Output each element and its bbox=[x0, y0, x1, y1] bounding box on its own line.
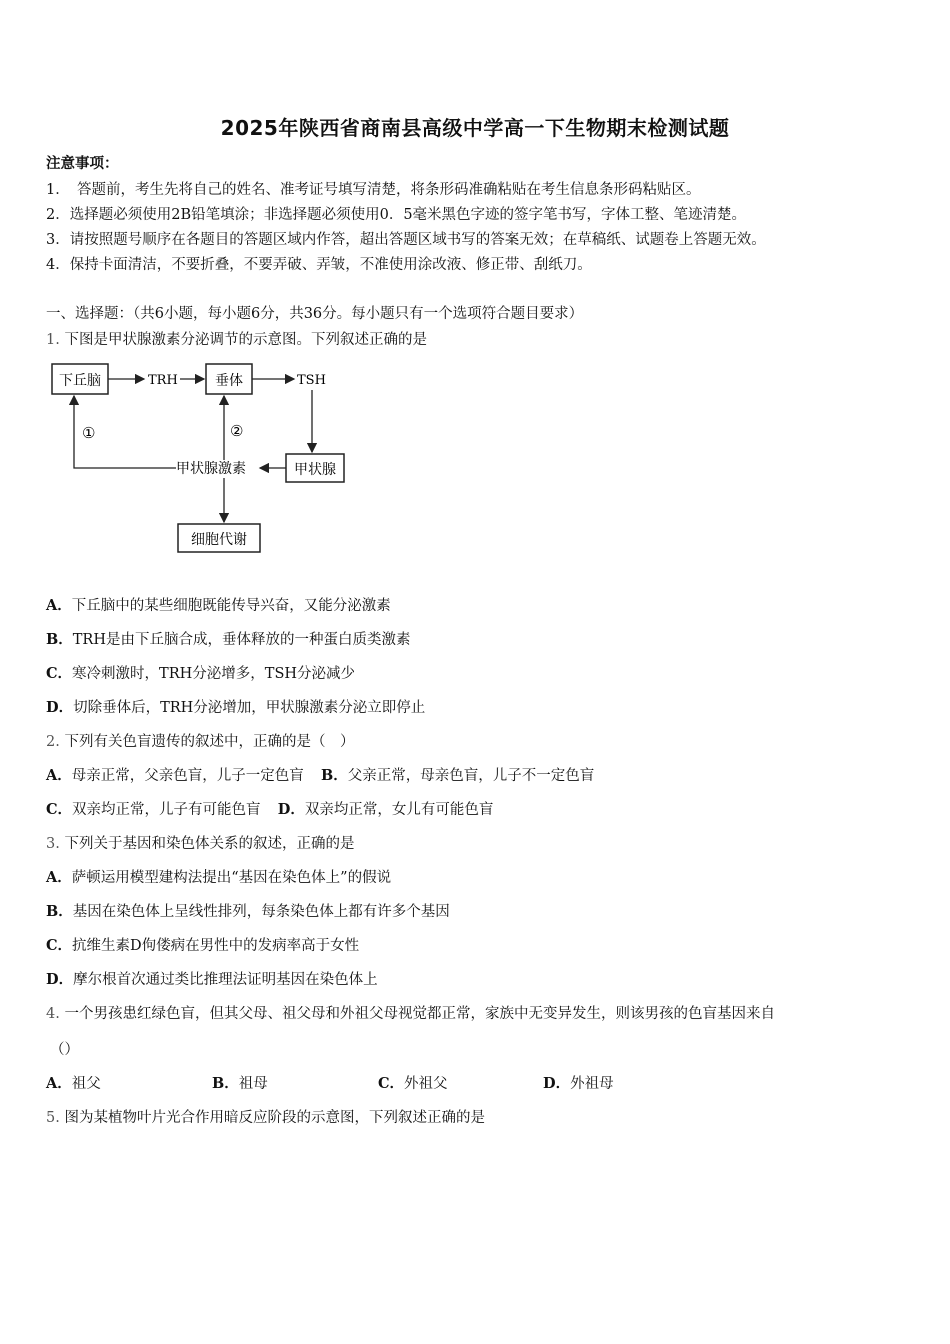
question-stem: 一个男孩患红绿色盲，但其父母、祖父母和外祖父母视觉都正常，家族中无变异发生，则该男孩的色盲基因来自 bbox=[64, 1006, 775, 1022]
feedback-mark-1: ① bbox=[82, 424, 96, 442]
thyroid-regulation-diagram bbox=[48, 356, 368, 556]
thyroid-label: 甲状腺 bbox=[294, 462, 336, 478]
question-number: 3. bbox=[46, 836, 60, 852]
question-stem: 下列关于基因和染色体关系的叙述，正确的是 bbox=[64, 836, 355, 852]
question-2 bbox=[46, 730, 354, 751]
question-number: 1. bbox=[46, 332, 60, 348]
q1-option-b: B．TRH是由下丘脑合成，垂体释放的一种蛋白质类激素 bbox=[46, 631, 411, 648]
q3-option-b: B．基因在染色体上呈线性排列，每条染色体上都有许多个基因 bbox=[46, 903, 450, 920]
question-5 bbox=[46, 1106, 485, 1127]
pituitary-label: 垂体 bbox=[215, 373, 243, 389]
q1-option-a: A．下丘脑中的某些细胞既能传导兴奋，又能分泌激素 bbox=[46, 597, 391, 614]
tsh-label: TSH bbox=[297, 373, 326, 388]
question-1 bbox=[46, 328, 427, 349]
notice-item-3: 3．请按照题号顺序在各题目的答题区域内作答，超出答题区域书写的答案无效；在草稿纸、试题卷上答题无效。 bbox=[46, 232, 766, 248]
notice-item-4: 4．保持卡面清洁，不要折叠，不要弄破、弄皱，不准使用涂改液、修正带、刮纸刀。 bbox=[46, 257, 592, 273]
question-4 bbox=[46, 1002, 775, 1023]
hypothalamus-label: 下丘脑 bbox=[59, 373, 101, 389]
notice-item-2: 2．选择题必须使用2B铅笔填涂；非选择题必须使用0．5毫米黑色字迹的签字笔书写，字体工整、笔迹清楚。 bbox=[46, 207, 747, 223]
q3-option-c: C．抗维生素D佝偻病在男性中的发病率高于女性 bbox=[46, 937, 360, 954]
page-title: 2025年陕西省商南县高级中学高一下生物期末检测试题 bbox=[220, 116, 730, 140]
question-4-blank: （） bbox=[50, 1042, 79, 1058]
q1-option-d: D．切除垂体后，TRH分泌增加，甲状腺激素分泌立即停止 bbox=[46, 699, 426, 716]
question-stem: 下图是甲状腺激素分泌调节的示意图。下列叙述正确的是 bbox=[64, 332, 427, 348]
section-heading: 一、选择题：（共6小题，每小题6分，共36分。每小题只有一个选项符合题目要求） bbox=[46, 306, 584, 322]
q3-option-d: D．摩尔根首次通过类比推理法证明基因在染色体上 bbox=[46, 971, 378, 988]
question-3 bbox=[46, 832, 354, 853]
q4-option-b: B．祖母 bbox=[212, 1075, 268, 1092]
metabolism-label: 细胞代谢 bbox=[191, 532, 247, 548]
question-number: 4. bbox=[46, 1006, 60, 1022]
question-stem: 图为某植物叶片光合作用暗反应阶段的示意图，下列叙述正确的是 bbox=[64, 1110, 485, 1126]
notice-item-1: 1． 答题前，考生先将自己的姓名、准考证号填写清楚，将条形码准确粘贴在考生信息条形码粘贴区。 bbox=[46, 182, 701, 198]
question-number: 5. bbox=[46, 1110, 60, 1126]
q2-options-cd: C．双亲均正常，儿子有可能色盲 D．双亲均正常，女儿有可能色盲 bbox=[46, 801, 494, 818]
feedback-mark-2: ② bbox=[230, 422, 244, 440]
question-number: 2. bbox=[46, 734, 60, 750]
q4-option-c: C．外祖父 bbox=[378, 1075, 448, 1092]
q1-option-c: C．寒冷刺激时，TRH分泌增多，TSH分泌减少 bbox=[46, 665, 356, 682]
hormone-label: 甲状腺激素 bbox=[176, 461, 246, 477]
q4-option-a: A．祖父 bbox=[46, 1075, 101, 1092]
question-stem: 下列有关色盲遗传的叙述中，正确的是（ ） bbox=[64, 734, 355, 750]
notice-heading: 注意事项： bbox=[46, 155, 119, 172]
q2-options-ab: A．母亲正常，父亲色盲，儿子一定色盲 B．父亲正常，母亲色盲，儿子不一定色盲 bbox=[46, 767, 595, 784]
trh-label: TRH bbox=[148, 373, 178, 388]
q4-option-d: D．外祖母 bbox=[543, 1075, 614, 1092]
q3-option-a: A．萨顿运用模型建构法提出“基因在染色体上”的假说 bbox=[46, 869, 392, 886]
